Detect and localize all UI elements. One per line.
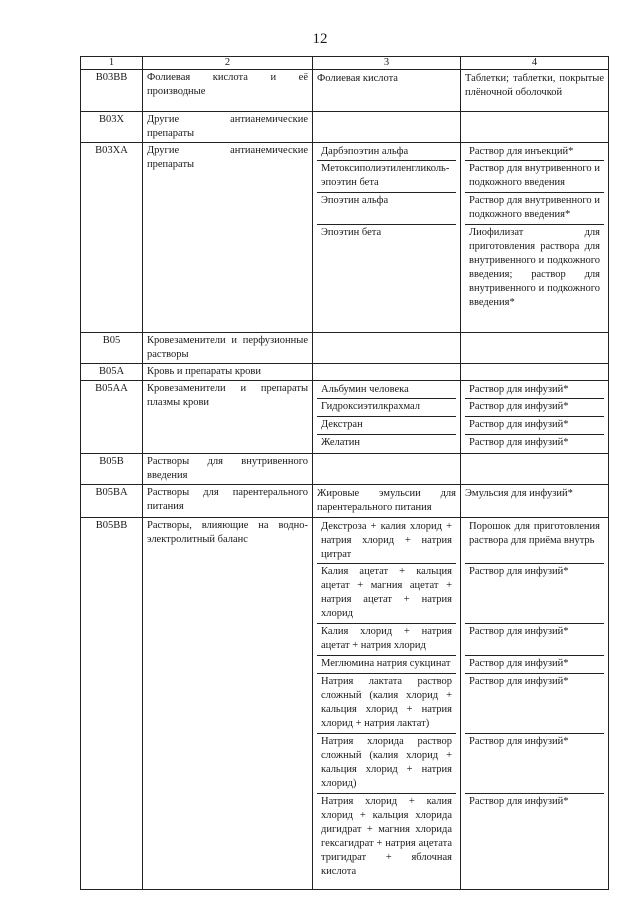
drug-name: Калия ацетат + кальция ацетат + магния ацетат + натрия ацетат + натрия хлорид [317, 563, 456, 623]
group-name: Кровезаменители и перфузионные растворы [143, 333, 313, 364]
atc-code: B03BB [81, 70, 143, 112]
dosage-form: Порошок для приготовления раствора для приёма внутрь [469, 521, 600, 546]
drug-name [313, 334, 460, 336]
dosage-form: Раствор для инфузий* [465, 623, 604, 655]
form-cell [461, 518, 609, 890]
drug-cell [313, 143, 461, 333]
form-cell [461, 333, 609, 364]
drug-name: Декстроза + калия хлорид + натрия хлорид + натрия цитрат [321, 521, 452, 560]
drug-name: Калия хлорид + натрия ацетат + натрия хлорид [317, 623, 456, 655]
drug-name: Метоксиполиэтиленгликоль-эпоэтин бета [317, 160, 456, 192]
drug-name: Натрия хлорид + калия хлорид + кальция хлорида дигидрат + магния хлорида гексагидрат + натрия ацетата тригидрат + яблочная кислота [317, 793, 456, 881]
atc-code: B05 [81, 333, 143, 364]
dosage-form: Раствор для инфузий* [465, 655, 604, 673]
drug-cell [313, 333, 461, 364]
form-cell [461, 485, 609, 518]
group-name: Растворы для внутривенного введения [143, 454, 313, 485]
table-row [81, 518, 609, 890]
dosage-form: Раствор для инфузий* [465, 434, 604, 452]
drug-name [313, 113, 460, 115]
dosage-form: Раствор для инфузий* [469, 384, 569, 395]
header-col-4: 4 [461, 57, 609, 70]
table-row [81, 485, 609, 518]
drug-cell [313, 364, 461, 381]
drug-cell [313, 70, 461, 112]
group-name: Кровь и препараты крови [143, 364, 313, 381]
dosage-form [461, 455, 608, 457]
form-cell [461, 70, 609, 112]
drug-name: Жировые эмульсии для парентерального питания [317, 488, 456, 513]
drug-name: Гидроксиэтилкрахмал [317, 398, 456, 416]
table-body [81, 70, 609, 890]
drug-name: Меглюмина натрия сукцинат [317, 655, 456, 673]
form-cell [461, 143, 609, 333]
form-cell [461, 454, 609, 485]
drug-cell [313, 518, 461, 890]
drug-name: Фолиевая кислота [317, 73, 398, 84]
drug-table [80, 56, 609, 890]
group-name: Растворы для парентерального питания [143, 485, 313, 518]
header-row [81, 57, 609, 70]
form-cell [461, 381, 609, 454]
table-row [81, 70, 609, 112]
dosage-form: Раствор для инфузий* [465, 563, 604, 623]
atc-code: B03X [81, 112, 143, 143]
page-number: 12 [312, 31, 328, 47]
drug-name [313, 455, 460, 457]
header-col-3: 3 [313, 57, 461, 70]
group-name: Другие антианемические препараты [143, 112, 313, 143]
atc-code: B05AA [81, 381, 143, 454]
drug-cell [313, 112, 461, 143]
dosage-form: Раствор для внутривенного и подкожного введения* [465, 192, 604, 224]
dosage-form [461, 365, 608, 367]
group-name: Фолиевая кислота и её производные [143, 70, 313, 112]
table-row [81, 454, 609, 485]
group-name: Другие антианемические препараты [143, 143, 313, 333]
table-row [81, 143, 609, 333]
table-row [81, 364, 609, 381]
header-col-2: 2 [143, 57, 313, 70]
dosage-form: Раствор для инфузий* [465, 673, 604, 733]
group-name: Кровезаменители и препараты плазмы крови [143, 381, 313, 454]
drug-name [313, 365, 460, 367]
group-name: Растворы, влияющие на водно-электролитный баланс [143, 518, 313, 890]
dosage-form [461, 334, 608, 336]
header-col-1: 1 [81, 57, 143, 70]
dosage-form: Раствор для инфузий* [465, 733, 604, 793]
dosage-form: Раствор для инфузий* [465, 398, 604, 416]
drug-name: Альбумин человека [321, 384, 409, 395]
dosage-form [461, 113, 608, 115]
dosage-form: Лиофилизат для приготовления раствора для внутривенного и подкожного введения; раствор для внутривенного и подкожного введения* [465, 224, 604, 312]
drug-name: Эпоэтин альфа [317, 192, 456, 224]
atc-code: B05A [81, 364, 143, 381]
atc-code: B05BA [81, 485, 143, 518]
dosage-form: Раствор для внутривенного и подкожного введения [465, 160, 604, 192]
drug-name: Дарбэпоэтин альфа [321, 146, 409, 157]
atc-code: B05BB [81, 518, 143, 890]
dosage-form: Таблетки; таблетки, покрытые плёночной оболочкой [465, 73, 604, 98]
form-cell [461, 364, 609, 381]
dosage-form: Эмульсия для инфузий* [465, 488, 573, 499]
drug-name: Желатин [317, 434, 456, 452]
drug-cell [313, 454, 461, 485]
dosage-form: Раствор для инфузий* [465, 793, 604, 881]
table-row [81, 112, 609, 143]
drug-name: Натрия лактата раствор сложный (калия хлорид + кальция хлорид + натрия хлорид + натрия лактат) [317, 673, 456, 733]
drug-name: Эпоэтин бета [317, 224, 456, 312]
drug-name: Натрия хлорида раствор сложный (калия хлорид + кальция хлорид + натрия хлорид) [317, 733, 456, 793]
form-cell [461, 112, 609, 143]
drug-cell [313, 381, 461, 454]
atc-code: B03XA [81, 143, 143, 333]
drug-name: Декстран [317, 416, 456, 434]
table-row [81, 381, 609, 454]
atc-code: B05B [81, 454, 143, 485]
dosage-form: Раствор для инфузий* [465, 416, 604, 434]
table-row [81, 333, 609, 364]
drug-cell [313, 485, 461, 518]
dosage-form: Раствор для инъекций* [469, 146, 574, 157]
